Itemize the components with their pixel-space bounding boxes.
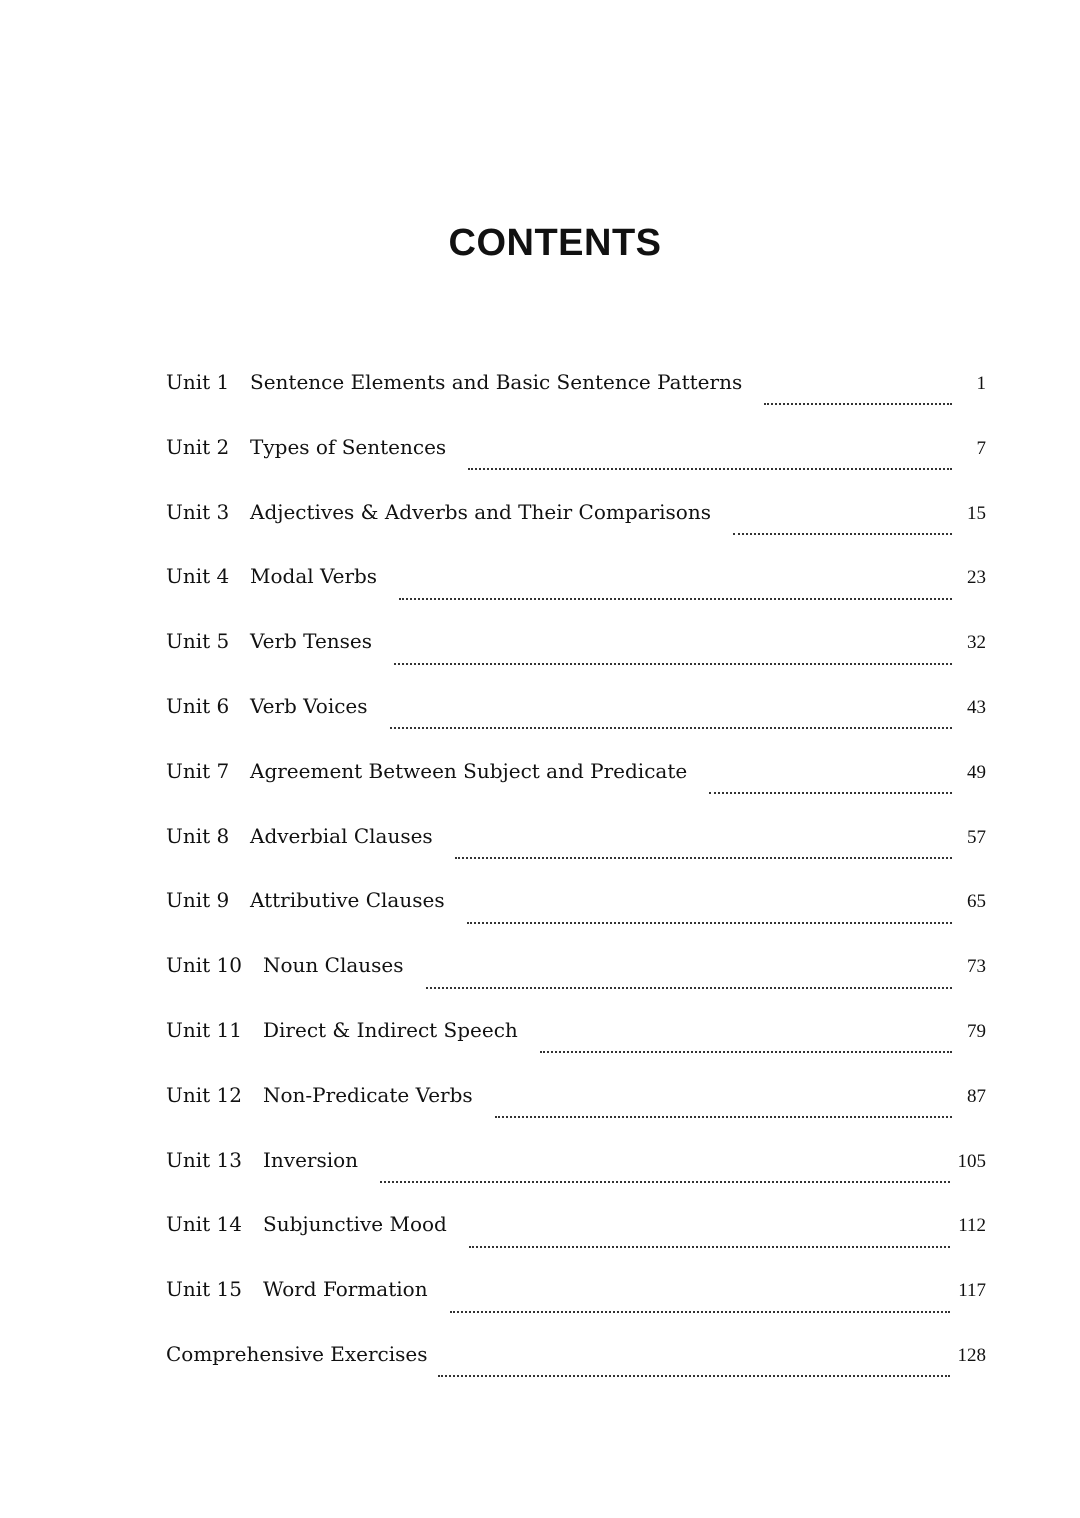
unit-label: Unit 7 [166,758,230,783]
dot-leader [468,466,952,470]
toc-entry-unit-15[interactable] [166,1277,986,1342]
toc-entry-unit-7[interactable] [166,759,986,824]
unit-label: Unit 15 [166,1277,242,1302]
toc-entry-unit-1[interactable] [166,370,986,435]
entry-title: Subjunctive Mood [263,1212,447,1237]
page-number: 105 [957,1150,986,1172]
unit-label: Unit 4 [166,564,230,589]
page-number: 7 [976,437,986,459]
dot-leader [390,725,952,729]
unit-label: Unit 13 [166,1147,242,1172]
dot-leader [733,531,952,535]
entry-title: Adverbial Clauses [250,823,433,848]
dot-leader [450,1309,951,1313]
unit-label: Unit 9 [166,888,230,913]
unit-label: Unit 12 [166,1082,242,1107]
toc-entry-unit-9[interactable] [166,888,986,953]
dot-leader [394,661,952,665]
dot-leader [455,855,952,859]
unit-label: Unit 11 [166,1017,242,1042]
dot-leader [426,985,952,989]
entry-title: Verb Voices [250,693,368,718]
entry-title: Noun Clauses [263,953,404,978]
dot-leader [709,790,952,794]
unit-label: Unit 10 [166,953,242,978]
unit-label: Unit 6 [166,693,230,718]
toc-entry-unit-4[interactable] [166,564,986,629]
page-number: 65 [967,891,986,913]
page-number: 32 [967,632,986,654]
entry-title: Types of Sentences [250,434,447,459]
toc-entry-unit-8[interactable] [166,824,986,889]
dot-leader [438,1373,950,1377]
entry-title: Agreement Between Subject and Predicate [250,758,688,783]
page-number: 57 [967,826,986,848]
dot-leader [399,596,952,600]
dot-leader [469,1244,950,1248]
toc-entry-unit-2[interactable] [166,435,986,500]
entry-title: Direct & Indirect Speech [263,1017,518,1042]
entry-title: Non-Predicate Verbs [263,1082,473,1107]
toc-entry-comprehensive-exercises[interactable] [166,1342,986,1407]
entry-title: Verb Tenses [250,629,373,654]
page-number: 117 [958,1280,986,1302]
unit-label: Unit 3 [166,499,230,524]
page-number: 43 [967,696,986,718]
unit-label: Unit 1 [166,370,230,394]
entry-title: Word Formation [263,1277,428,1302]
table-of-contents [166,370,986,1407]
unit-label: Unit 8 [166,823,230,848]
entry-title: Adjectives & Adverbs and Their Comparisons [250,499,711,524]
unit-label: Unit 2 [166,434,230,459]
unit-label: Unit 14 [166,1212,242,1237]
entry-title: Sentence Elements and Basic Sentence Patterns [250,370,743,394]
dot-leader [495,1114,952,1118]
page-number: 73 [967,956,986,978]
page-title: CONTENTS [448,222,662,264]
entry-title: Comprehensive Exercises [166,1341,428,1366]
page-number: 128 [957,1344,986,1366]
toc-entry-unit-12[interactable] [166,1083,986,1148]
toc-entry-unit-11[interactable] [166,1018,986,1083]
page-number: 87 [967,1085,986,1107]
page-number: 23 [967,567,986,589]
toc-entry-unit-5[interactable] [166,629,986,694]
page-number: 15 [967,502,986,524]
dot-leader [764,401,952,405]
unit-label: Unit 5 [166,629,230,654]
page-number: 79 [967,1020,986,1042]
entry-title: Inversion [263,1147,359,1172]
page-number: 112 [958,1215,986,1237]
entry-title: Modal Verbs [250,564,378,589]
toc-entry-unit-13[interactable] [166,1148,986,1213]
toc-entry-unit-10[interactable] [166,953,986,1018]
dot-leader [380,1179,949,1183]
toc-entry-unit-3[interactable] [166,500,986,565]
toc-entry-unit-14[interactable] [166,1212,986,1277]
page-number: 1 [976,373,986,394]
dot-leader [540,1049,952,1053]
entry-title: Attributive Clauses [250,888,445,913]
dot-leader [467,920,952,924]
page-number: 49 [967,761,986,783]
toc-entry-unit-6[interactable] [166,694,986,759]
